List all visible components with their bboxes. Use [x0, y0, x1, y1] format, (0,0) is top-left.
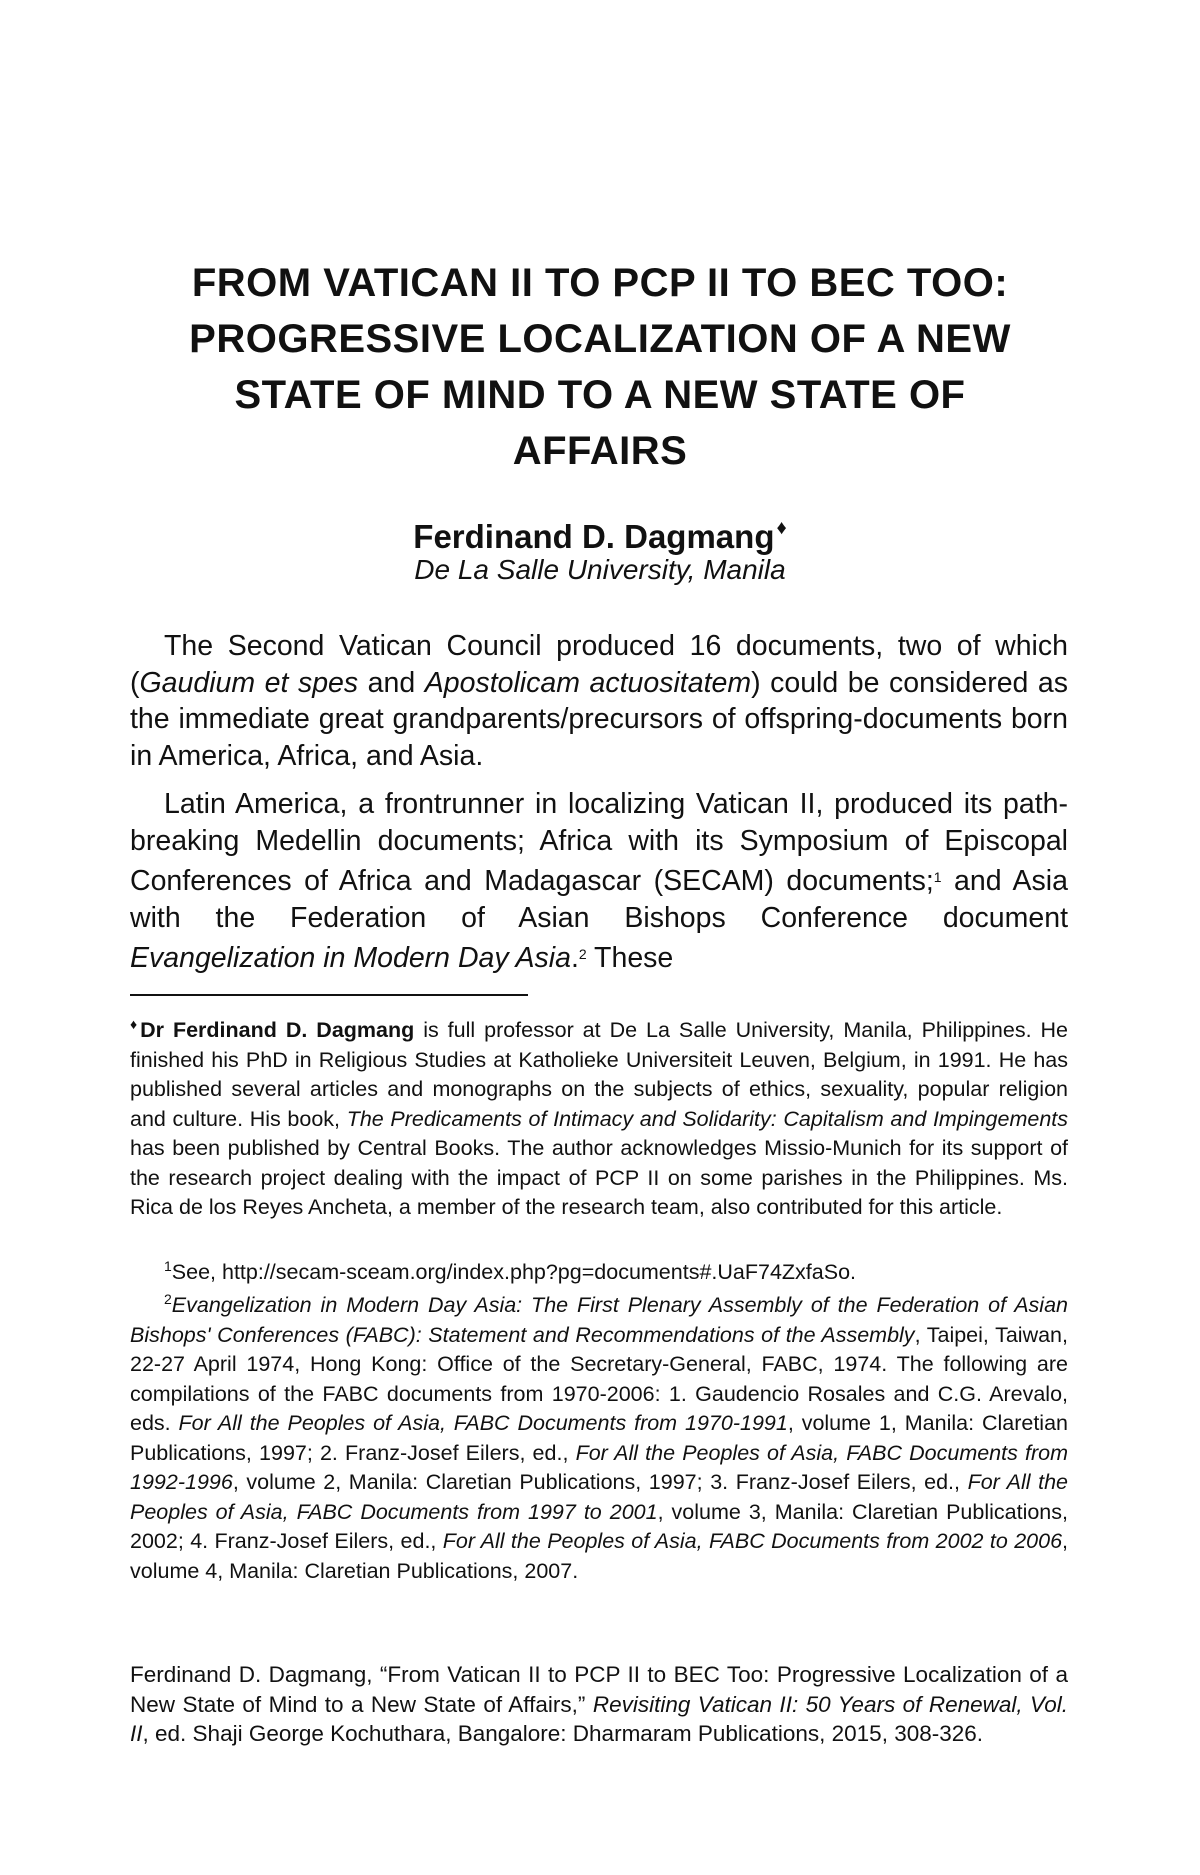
text-run: , ed. Shaji George Kochuthara, Bangalore: Dharmaram Publications, 2015, 308-326.	[142, 1721, 984, 1746]
text-run: Latin America, a frontrunner in localizing Vatican II, produced its path-breaking Medellin documents; Africa with its Symposium of Episcopal Conferences of Africa and Madagascar (SECAM) documents;	[130, 788, 1068, 897]
text-run: has been published by Central Books. The author acknowledges Missio-Munich for its support of the research project dealing with the impact of PCP II on some parishes in the Philippines. Ms. Rica de los Reyes Ancheta, a member of the research team, also contributed for this article.	[130, 1136, 1068, 1219]
book-title: For All the Peoples of Asia, FABC Documents from 1997 to 2001	[130, 1470, 1068, 1524]
text-run: and Asia with the Federation of Asian Bishops Conference document	[130, 865, 1068, 934]
footnote-number: 2	[164, 1291, 172, 1307]
footnote-1	[130, 1252, 1068, 1288]
footnote-author	[130, 1010, 1068, 1223]
title-line: PROGRESSIVE LOCALIZATION OF A NEW	[189, 317, 1011, 361]
text-run: is full professor at De La Salle University, Manila, Philippines. He finished his PhD in Religious Studies at Katholieke Universiteit Leuven, Belgium, in 1991. He has published several articles and monographs on the subjects of ethics, sexuality, popular religion and culture. His book,	[130, 1018, 1068, 1131]
footnote-ref[interactable]: 1	[933, 869, 942, 885]
footnote-number: 1	[164, 1258, 172, 1274]
book-title: Evangelization in Modern Day Asia: The First Plenary Assembly of the Federation of Asian Bishops' Conferences (FABC): Statement and Recommendations of the Assembly	[130, 1293, 1068, 1347]
author-name: Ferdinand D. Dagmang	[413, 518, 775, 555]
text-run: and	[358, 666, 425, 699]
footnote-2	[130, 1285, 1068, 1586]
document-title: Evangelization in Modern Day Asia	[130, 942, 571, 974]
footnote-ref[interactable]: 2	[578, 946, 587, 962]
footnote-divider	[130, 994, 528, 996]
footnote-link[interactable]: See, http://secam-sceam.org/index.php?pg=documents#.UaF74ZxfaSo.	[171, 1260, 856, 1284]
title-line: FROM VATICAN II TO PCP II TO BEC TOO:	[191, 261, 1009, 305]
text-run: ) could be considered as the immediate great grandparents/precursors of offspring-documents born in America, Africa, and Asia.	[130, 666, 1069, 772]
title-line: STATE OF MIND TO A NEW STATE OF	[234, 373, 966, 417]
text-run: Ferdinand D. Dagmang, “From Vatican II to PCP II to BEC Too: Progressive Localization of a New State of Mind to a New State of Affairs,”	[130, 1662, 1068, 1717]
text-run: , Taipei, Taiwan, 22-27 April 1974, Hong Kong: Office of the Secretary-General, FABC, 1974. The following are compilations of the FABC documents from 1970-2006: 1. Gaudencio Rosales and C.G. Arevalo, eds.	[130, 1322, 1068, 1435]
book-title: The Predicaments of Intimacy and Solidarity: Capitalism and Impingements	[346, 1106, 1068, 1131]
text-run: , volume 1, Manila: Claretian Publications, 1997; 2. Franz-Josef Eilers, ed.,	[130, 1411, 1068, 1465]
text-run: , volume 4, Manila: Claretian Publications, 2007.	[130, 1529, 1069, 1583]
book-title: Revisiting Vatican II: 50 Years of Renewal, Vol. II	[130, 1691, 1068, 1746]
author-line	[120, 508, 1080, 557]
document-title: Gaudium et spes	[139, 666, 359, 699]
body-paragraph	[130, 786, 1068, 977]
book-title: For All the Peoples of Asia, FABC Documents from 1992-1996	[130, 1440, 1068, 1494]
text-run: These	[586, 942, 674, 974]
document-title: Apostolicam actuositatem	[424, 666, 752, 699]
citation-note	[130, 1660, 1068, 1749]
author-affiliation: De La Salle University, Manila	[414, 554, 786, 585]
text-run: , volume 2, Manila: Claretian Publications, 1997; 3. Franz-Josef Eilers, ed.,	[232, 1470, 968, 1494]
author-footnote-marker[interactable]: ♦	[776, 517, 787, 539]
book-title: For All the Peoples of Asia, FABC Documents from 1970-1991	[178, 1411, 788, 1435]
body-paragraph	[130, 628, 1068, 774]
text-run: .	[570, 942, 579, 974]
book-title: For All the Peoples of Asia, FABC Documents from 2002 to 2006	[442, 1529, 1063, 1553]
text-run: The Second Vatican Council produced 16 documents, two of which (	[130, 630, 1068, 699]
footnote-author-name: Dr Ferdinand D. Dagmang	[140, 1018, 415, 1042]
title-line: AFFAIRS	[512, 429, 688, 473]
footnote-marker: ♦	[130, 1016, 141, 1032]
paper-title	[120, 255, 1080, 479]
text-run: , volume 3, Manila: Claretian Publications, 2002; 4. Franz-Josef Eilers, ed.,	[130, 1499, 1068, 1553]
